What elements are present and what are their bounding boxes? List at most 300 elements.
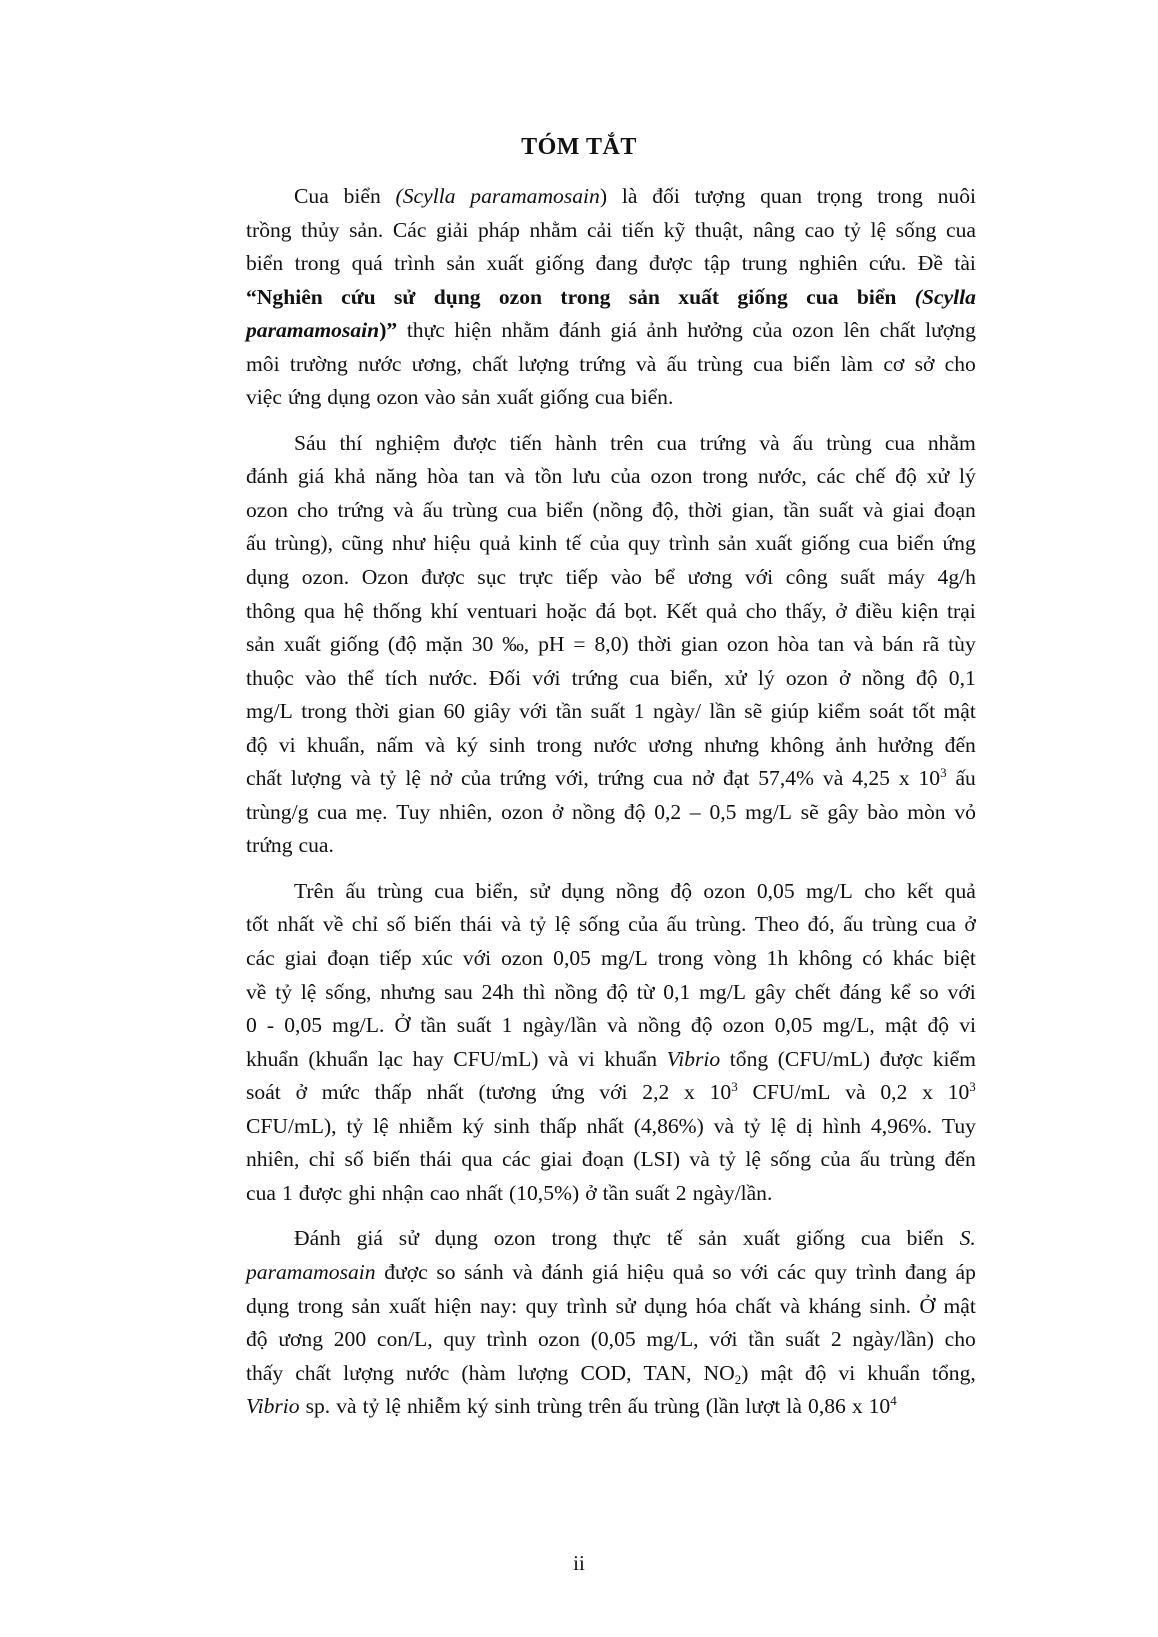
word: sản bbox=[461, 385, 491, 410]
word: đến bbox=[944, 1147, 976, 1172]
text-line bbox=[246, 247, 976, 281]
word: cua bbox=[653, 766, 683, 791]
text-line bbox=[246, 527, 976, 561]
word: ấu bbox=[627, 1394, 649, 1419]
word: cơ bbox=[883, 351, 905, 376]
word: sp. bbox=[305, 1394, 331, 1419]
word: khác bbox=[892, 946, 934, 971]
word: kể bbox=[890, 979, 911, 1004]
word: thấp bbox=[539, 1113, 577, 1138]
word: trình bbox=[855, 1259, 897, 1284]
word: – bbox=[689, 799, 701, 824]
word: $10^4$ bbox=[868, 1393, 897, 1419]
word: tan bbox=[468, 464, 495, 489]
word: trực bbox=[518, 565, 554, 590]
word: đang bbox=[595, 251, 638, 276]
word: sản bbox=[246, 632, 275, 657]
word: độ bbox=[246, 1327, 268, 1352]
text-line bbox=[246, 796, 976, 830]
word: máy bbox=[887, 565, 925, 590]
word: ozon bbox=[726, 632, 769, 657]
word: giải bbox=[436, 217, 469, 242]
word: mật bbox=[884, 1013, 918, 1038]
word: rã bbox=[922, 632, 940, 657]
word: đoạn bbox=[933, 497, 976, 522]
word: và bbox=[504, 464, 525, 489]
word: giống bbox=[737, 284, 788, 309]
word: việc bbox=[246, 385, 282, 410]
word: bán bbox=[882, 632, 914, 657]
word: giống bbox=[795, 1226, 846, 1251]
word: cao bbox=[804, 217, 835, 242]
word: được bbox=[384, 1259, 428, 1284]
word: ozon bbox=[246, 497, 288, 522]
word: trung bbox=[741, 251, 788, 276]
word: đoạn bbox=[327, 946, 370, 971]
word: sống bbox=[895, 217, 937, 242]
word: khuẩn bbox=[867, 1360, 921, 1385]
word: và bbox=[853, 632, 874, 657]
word: ấu bbox=[666, 912, 687, 937]
word: 0,05 bbox=[756, 878, 795, 903]
word: (10,5%) bbox=[509, 1180, 580, 1205]
word: và bbox=[635, 351, 657, 376]
word: vi bbox=[278, 732, 296, 757]
word: ương bbox=[687, 565, 733, 590]
word: lý bbox=[959, 464, 976, 489]
word: dụng bbox=[246, 565, 290, 590]
word: soát bbox=[246, 1080, 281, 1105]
word: 2 bbox=[830, 1327, 842, 1352]
word: sinh bbox=[489, 732, 526, 757]
word: giây bbox=[473, 699, 511, 724]
word: hòa bbox=[777, 632, 809, 657]
word: trứng bbox=[337, 497, 384, 522]
word: cứu. bbox=[868, 251, 907, 276]
word: mật bbox=[760, 1360, 793, 1385]
word: mặn bbox=[425, 632, 463, 657]
word: hòa bbox=[427, 464, 459, 489]
word: nước bbox=[593, 732, 637, 757]
word: lên bbox=[843, 318, 870, 343]
word: sẽ bbox=[744, 699, 763, 724]
word: và bbox=[548, 1046, 569, 1071]
word: và bbox=[512, 1259, 533, 1284]
word: 4,25 bbox=[852, 766, 890, 791]
word: Vibrio bbox=[246, 1394, 300, 1419]
word: và bbox=[689, 1147, 710, 1172]
word: ở bbox=[585, 1180, 597, 1205]
word: xuất bbox=[496, 385, 534, 410]
word: tỷ bbox=[275, 979, 292, 1004]
word: dụng bbox=[433, 284, 481, 309]
word: Trên bbox=[294, 878, 335, 903]
word: cua bbox=[858, 531, 889, 556]
word: chất bbox=[472, 351, 509, 376]
word: ương, bbox=[411, 351, 462, 376]
word: soát bbox=[869, 699, 904, 724]
word: nghiên bbox=[798, 251, 858, 276]
paragraph bbox=[246, 180, 976, 415]
word: với bbox=[462, 946, 492, 971]
word: khuẩn bbox=[246, 1046, 299, 1071]
word: biển bbox=[896, 531, 935, 556]
word: nhằm bbox=[927, 430, 976, 455]
word: trại bbox=[947, 598, 976, 623]
word: giai bbox=[892, 497, 925, 522]
word: trình bbox=[668, 531, 710, 556]
word: xuất bbox=[742, 1226, 781, 1251]
word: (CFU/mL) bbox=[777, 1046, 871, 1071]
word: 0,2 bbox=[880, 1080, 908, 1105]
word: sử bbox=[615, 1293, 636, 1318]
word: ventuari bbox=[466, 598, 538, 623]
word: thời bbox=[637, 632, 672, 657]
word: sử bbox=[394, 284, 416, 309]
word: đánh bbox=[246, 464, 288, 489]
word: nồng bbox=[861, 665, 905, 690]
word: $10^3$ bbox=[918, 765, 947, 791]
word: ứng bbox=[942, 531, 976, 556]
word: chất bbox=[879, 318, 916, 343]
text-line bbox=[246, 180, 976, 214]
word: thái bbox=[459, 912, 493, 937]
word: 0,1 bbox=[948, 665, 976, 690]
word: sản. bbox=[349, 217, 384, 242]
word: trong bbox=[294, 251, 341, 276]
word: được bbox=[879, 1046, 924, 1071]
word: vào bbox=[424, 385, 456, 410]
word: Vibrio bbox=[666, 1046, 721, 1071]
word: quy bbox=[627, 531, 661, 556]
word: nhiễm bbox=[406, 1394, 461, 1419]
word: được bbox=[453, 430, 497, 455]
word: về bbox=[322, 912, 344, 937]
word: biển bbox=[906, 1226, 944, 1251]
word: quả bbox=[479, 531, 511, 556]
word: 0,5 bbox=[709, 799, 737, 824]
word: biển. bbox=[630, 385, 674, 410]
word: đoạn bbox=[581, 1147, 624, 1172]
word: ozon bbox=[493, 1226, 536, 1251]
word: áp bbox=[955, 1259, 976, 1284]
word: 2 bbox=[675, 1180, 687, 1205]
word: (4,86%) bbox=[633, 1113, 704, 1138]
word: cho bbox=[944, 1327, 976, 1352]
word: trong bbox=[560, 284, 611, 309]
word: vi bbox=[959, 1013, 976, 1038]
word: (LSI) bbox=[633, 1147, 681, 1172]
word: trùng bbox=[871, 912, 918, 937]
word: thấp bbox=[374, 1080, 412, 1105]
word: trứng bbox=[499, 766, 547, 791]
word: giá bbox=[297, 464, 325, 489]
word: CFU/mL bbox=[752, 1080, 831, 1105]
word: quả bbox=[944, 878, 976, 903]
text-line bbox=[246, 908, 976, 942]
word: (Scylla bbox=[395, 184, 456, 208]
word: điều bbox=[855, 598, 893, 623]
word: của bbox=[628, 912, 659, 937]
word: 0,05 bbox=[284, 1013, 323, 1038]
word: trứng bbox=[579, 351, 626, 376]
word: ngày/lần) bbox=[852, 1327, 934, 1352]
word: số bbox=[386, 912, 406, 937]
word: pH bbox=[538, 632, 565, 657]
text-line bbox=[246, 1390, 976, 1424]
word: x bbox=[922, 1080, 933, 1105]
word: mg/L, bbox=[822, 1013, 875, 1038]
word: bọt. bbox=[624, 598, 658, 623]
word: tế bbox=[666, 1226, 683, 1251]
text-line bbox=[246, 695, 976, 729]
word: cho bbox=[864, 878, 896, 903]
word: mức bbox=[321, 1080, 360, 1105]
word: biển bbox=[793, 351, 831, 376]
word: lần bbox=[709, 699, 736, 724]
word: thể bbox=[347, 665, 374, 690]
word: ngày/ bbox=[653, 699, 701, 724]
word: kiểm bbox=[817, 699, 861, 724]
word: lệ bbox=[870, 217, 887, 242]
word: độ bbox=[606, 979, 628, 1004]
text-line bbox=[246, 1177, 976, 1211]
word: lệ bbox=[405, 766, 421, 791]
word: trong bbox=[536, 732, 583, 757]
word: quả bbox=[672, 1259, 704, 1284]
word: nhiên, bbox=[439, 799, 493, 824]
word: ozon bbox=[722, 1013, 765, 1038]
word: nhất bbox=[426, 1080, 464, 1105]
word: và bbox=[350, 766, 371, 791]
word: hiện bbox=[454, 318, 492, 343]
text-line bbox=[246, 1043, 976, 1077]
word: lượng bbox=[517, 1360, 569, 1385]
word: sản bbox=[698, 1226, 728, 1251]
word: dị bbox=[796, 1113, 813, 1138]
word: khả bbox=[334, 464, 366, 489]
word: tập bbox=[703, 251, 731, 276]
word: cua bbox=[594, 385, 625, 410]
word: ở bbox=[839, 665, 851, 690]
word: tổng, bbox=[932, 1360, 976, 1385]
word: mg/L, bbox=[646, 1327, 699, 1352]
word: vào bbox=[610, 565, 642, 590]
word: đánh bbox=[558, 318, 601, 343]
word: mật bbox=[943, 1293, 976, 1318]
word: ozon bbox=[501, 799, 544, 824]
word: thì bbox=[522, 979, 546, 1004]
word: lý bbox=[757, 665, 775, 690]
word: cua bbox=[806, 284, 839, 309]
paragraph bbox=[246, 1222, 976, 1423]
word: so bbox=[712, 1259, 732, 1284]
word: với bbox=[532, 665, 561, 690]
word: ấu bbox=[792, 430, 814, 455]
word: được bbox=[298, 1180, 343, 1205]
word: và bbox=[862, 497, 884, 522]
word: ký bbox=[466, 1394, 489, 1419]
word: 4g/h bbox=[937, 565, 976, 590]
word: với bbox=[709, 1327, 738, 1352]
word: với bbox=[947, 979, 976, 1004]
word: ở bbox=[295, 1080, 307, 1105]
word: thống bbox=[372, 598, 422, 623]
word: trong bbox=[301, 699, 347, 724]
word: nhất bbox=[277, 912, 315, 937]
word: trình bbox=[566, 1293, 608, 1318]
word: với bbox=[740, 1259, 769, 1284]
word: quá bbox=[351, 251, 383, 276]
word: 0,86 bbox=[808, 1394, 846, 1419]
word: dụng bbox=[434, 1226, 478, 1251]
word: giúp bbox=[770, 699, 810, 724]
word: lượng bbox=[925, 318, 976, 343]
word: hiệu bbox=[626, 1259, 665, 1284]
word: x bbox=[851, 1394, 863, 1419]
word: gian, bbox=[731, 497, 775, 522]
word: tế bbox=[565, 531, 582, 556]
word: và bbox=[607, 1013, 628, 1038]
word: tỷ bbox=[743, 1113, 761, 1138]
word: COD, bbox=[580, 1360, 632, 1385]
word: lệ bbox=[770, 1113, 787, 1138]
word: trứng bbox=[246, 833, 293, 858]
word: không bbox=[798, 946, 853, 971]
word: sử bbox=[398, 1226, 419, 1251]
word: nhưng bbox=[380, 979, 436, 1004]
word: đạt bbox=[722, 766, 750, 791]
word: dụng bbox=[644, 1293, 688, 1318]
text-line bbox=[246, 460, 976, 494]
word: được bbox=[421, 565, 465, 590]
word: trong bbox=[551, 1226, 598, 1251]
word: quả bbox=[705, 598, 738, 623]
word: giống bbox=[800, 531, 851, 556]
word: trùng bbox=[452, 497, 498, 522]
word: hiệu bbox=[433, 531, 471, 556]
word: thấy, bbox=[785, 598, 827, 623]
word: cho bbox=[944, 351, 976, 376]
word: Sáu bbox=[294, 430, 327, 455]
word: cua bbox=[629, 665, 660, 690]
word: kiểm bbox=[932, 1046, 976, 1071]
word: lượt bbox=[745, 1394, 781, 1419]
word: tài bbox=[954, 251, 976, 276]
word: trong bbox=[657, 946, 704, 971]
word: “Nghiên bbox=[246, 284, 323, 309]
word: thí bbox=[339, 430, 363, 455]
word: sở bbox=[914, 351, 935, 376]
word: ứng bbox=[551, 1080, 585, 1105]
word: chất bbox=[295, 1360, 332, 1385]
word: ngày/lần. bbox=[692, 1180, 773, 1205]
word: tỷ bbox=[379, 766, 397, 791]
word: mẹ. bbox=[355, 799, 388, 824]
word: giống bbox=[535, 251, 585, 276]
word: cua bbox=[506, 497, 537, 522]
word: lưu bbox=[572, 464, 601, 489]
word: ấu bbox=[843, 912, 864, 937]
word: CFU/mL) bbox=[453, 1046, 539, 1071]
word: sinh bbox=[493, 1113, 530, 1138]
word: cua bbox=[246, 1180, 276, 1205]
word: cua bbox=[753, 351, 784, 376]
word: tiến bbox=[621, 217, 655, 242]
word: nấm bbox=[376, 732, 414, 757]
word: (khuẩn bbox=[308, 1046, 369, 1071]
word: nghiệm bbox=[375, 430, 441, 455]
word: chết bbox=[794, 979, 831, 1004]
word: tồn bbox=[534, 464, 563, 489]
word: Tuy bbox=[941, 1113, 976, 1138]
word: trứng bbox=[571, 665, 619, 690]
word: nở bbox=[429, 766, 453, 791]
word: tượng bbox=[694, 184, 746, 208]
word: ảnh bbox=[646, 318, 678, 343]
word: tốt bbox=[912, 699, 936, 724]
word: 1 bbox=[501, 1013, 513, 1038]
word: suất bbox=[818, 497, 854, 522]
word: tỷ bbox=[719, 1147, 736, 1172]
word: suất bbox=[590, 699, 626, 724]
word: (tương bbox=[478, 1080, 537, 1105]
word: nay: bbox=[479, 1293, 518, 1318]
word: tần bbox=[602, 1180, 629, 1205]
word: xúc bbox=[421, 946, 453, 971]
word: $10^3$ bbox=[709, 1079, 738, 1105]
word: Theo bbox=[754, 912, 800, 937]
text-line bbox=[246, 595, 976, 629]
word: xử bbox=[926, 464, 950, 489]
word: x bbox=[684, 1080, 695, 1105]
word: xuất bbox=[283, 632, 321, 657]
word: lệ bbox=[373, 1113, 389, 1138]
word: các bbox=[777, 1259, 806, 1284]
word: có bbox=[862, 946, 883, 971]
word: sản bbox=[351, 1293, 381, 1318]
word: thuộc bbox=[246, 665, 294, 690]
word: ấu bbox=[859, 1147, 881, 1172]
word: chất bbox=[246, 766, 282, 791]
word: Kết bbox=[666, 598, 698, 623]
word: ở bbox=[835, 598, 847, 623]
word: từ bbox=[636, 979, 655, 1004]
word: ghi bbox=[348, 1180, 376, 1205]
word: trùng bbox=[826, 430, 872, 455]
text-line bbox=[246, 628, 976, 662]
word: độ bbox=[916, 665, 938, 690]
word: nước bbox=[357, 351, 402, 376]
word: và bbox=[713, 1113, 735, 1138]
word: về bbox=[246, 979, 267, 1004]
word: các bbox=[501, 1147, 531, 1172]
word: 200 bbox=[333, 1327, 367, 1352]
word: gây bbox=[827, 799, 859, 824]
word: đáng bbox=[839, 979, 882, 1004]
word: biển, bbox=[670, 665, 714, 690]
word: hưởng bbox=[877, 732, 934, 757]
word: hình bbox=[822, 1113, 862, 1138]
word: độ bbox=[623, 799, 646, 824]
word: ấu bbox=[422, 497, 444, 522]
word: của bbox=[752, 318, 783, 343]
word: suất bbox=[635, 1180, 670, 1205]
text-line bbox=[246, 427, 976, 461]
word: mg/L. bbox=[332, 1013, 385, 1038]
word: trùng/g bbox=[246, 799, 309, 824]
word: - bbox=[266, 1013, 275, 1038]
